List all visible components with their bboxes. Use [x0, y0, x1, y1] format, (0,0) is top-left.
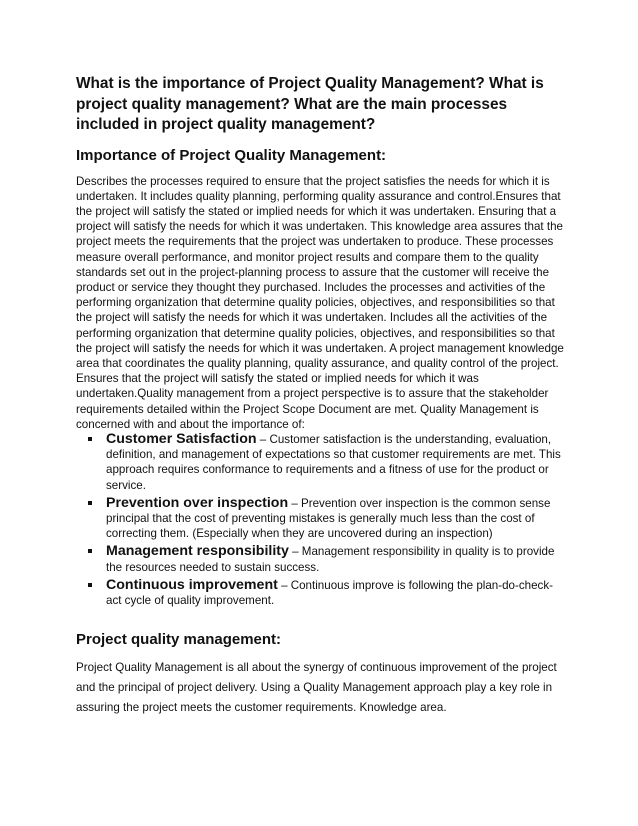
square-bullet-icon — [88, 501, 92, 505]
bullet-item — [76, 496, 566, 542]
bullet-text: – Management responsibility in quality is to provide the resources needed to sustain success. — [106, 545, 555, 574]
section-paragraph-pqm: Project Quality Management is all about the synergy of continuous improvement of the project and the principal of project delivery. Using a Quality Management approach play a key role in assuring the project meets the customer requirements. Knowledge area. — [76, 661, 557, 715]
section-paragraph-importance: Describes the processes required to ensure that the project satisfies the needs for which it is undertaken. It includes quality planning, performing quality assurance and control.Ensures that the project will satisfy the stated or implied needs for which it was undertaken. Ensuring that a project will satisfy the needs for which it was undertaken. This knowledge area assures that the project meets the requirements that the project was undertaken to produce. These processes measure overall performance, and monitor project results and compare them to the quality standards set out in the project-planning process to assure that the customer will receive the product or service they thought they purchased. Includes the processes and activities of the performing organization that determine quality policies, objectives, and responsibilities so that the project will satisfy the needs for which it was undertaken. Includes all the activities of the performing organization that determine quality policies, objectives, and responsibilities so that the project will satisfy the needs for which it was undertaken. A project management knowledge area that coordinates the quality planning, quality assurance, and quality control of the project. Ensures that the project will satisfy the stated or implied needs for which it was undertaken.Quality management from a project perspective is to assure that the stakeholder requirements detailed within the Project Scope Document are met. Quality Management is concerned with and about the importance of: — [76, 174, 564, 431]
document-page — [76, 74, 576, 718]
bullet-item — [76, 544, 566, 574]
document-title: What is the importance of Project Quality Management? What is project quality management? What are the main processes included in project quality management? — [76, 75, 544, 133]
bullet-item — [76, 578, 566, 608]
bullet-term: Customer Satisfaction — [106, 430, 257, 447]
square-bullet-icon — [88, 583, 92, 587]
bullet-term: Prevention over inspection — [106, 494, 289, 511]
bullet-text: – Continuous improve is following the plan-do-check-act cycle of quality improvement. — [106, 578, 554, 607]
bullet-text: – Customer satisfaction is the understanding, evaluation, definition, and management of expectations so that customer requirements are met. This approach requires conformance to requirements and a fitness of use for the product or service. — [106, 432, 561, 492]
bullet-item — [76, 432, 566, 493]
section-heading-pqm: Project quality management: — [76, 631, 282, 649]
square-bullet-icon — [88, 549, 92, 553]
section-heading-importance: Importance of Project Quality Management: — [76, 146, 387, 164]
bullet-text: – Prevention over inspection is the common sense principal that the cost of preventing mistakes is generally much less than the cost of correcting them. (Especially when they are uncovered during an inspection) — [106, 496, 551, 541]
square-bullet-icon — [88, 437, 92, 441]
section-project-quality-management — [76, 630, 576, 718]
importance-bullet-list — [76, 432, 576, 608]
bullet-term: Continuous improvement — [106, 576, 278, 593]
bullet-term: Management responsibility — [106, 543, 289, 560]
